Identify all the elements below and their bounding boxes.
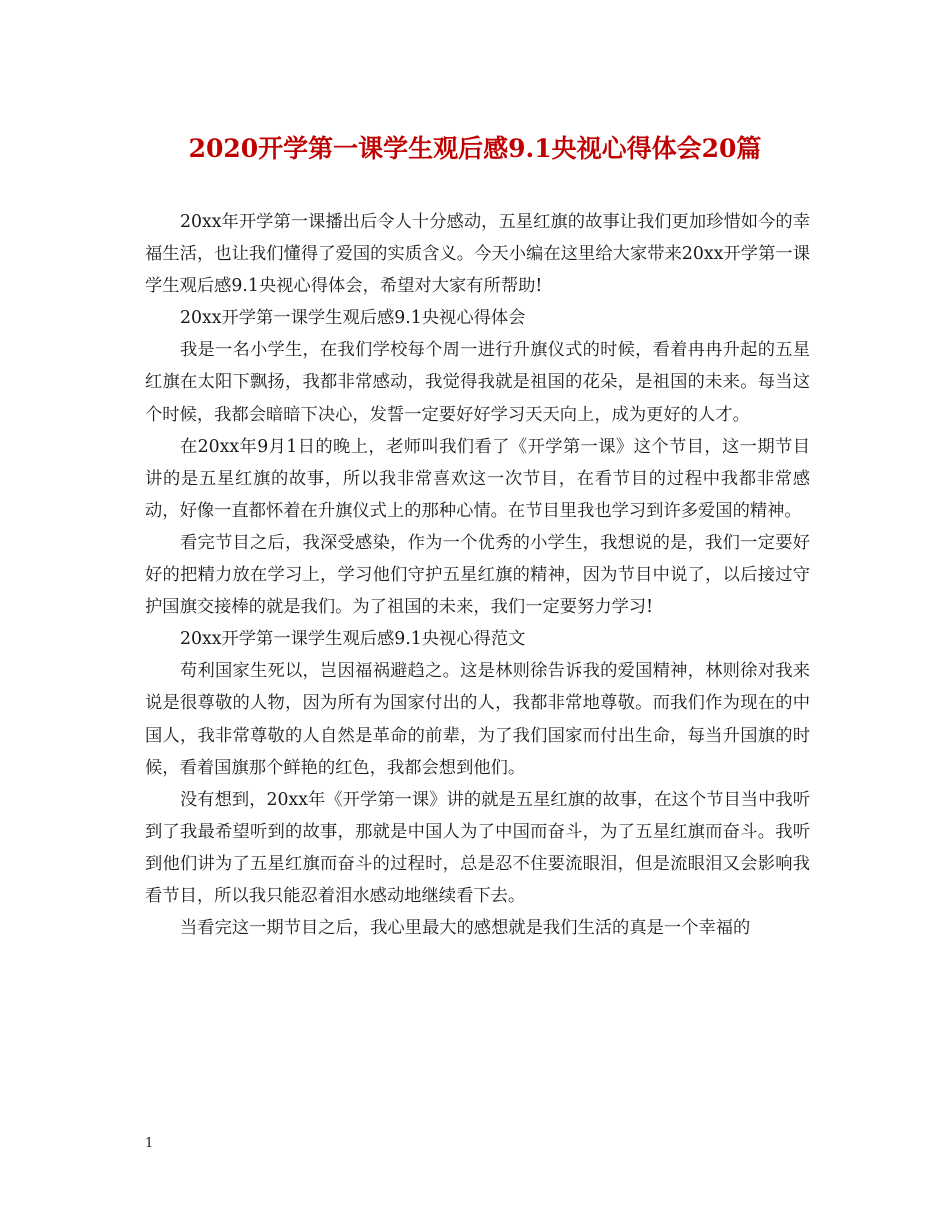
- body-paragraph: 没有想到，20xx年《开学第一课》讲的就是五星红旗的故事，在这个节目当中我听到了我最希望听到的故事，那就是中国人为了中国而奋斗，为了五星红旗而奋斗。我听到他们讲为了五星红旗而奋斗的过程时，总是忍不住要流眼泪，但是流眼泪又会影响我看节目，所以我只能忍着泪水感动地继续看下去。: [145, 789, 810, 906]
- page-number: 1: [145, 1136, 154, 1151]
- body-paragraph: 苟利国家生死以，岂因福祸避趋之。这是林则徐告诉我的爱国精神，林则徐对我来说是很尊敬的人物，因为所有为国家付出的人，我都非常地尊敬。而我们作为现在的中国人，我非常尊敬的人自然是革命的前辈，为了我们国家而付出生命，每当升国旗的时候，看着国旗那个鲜艳的红色，我都会想到他们。: [145, 661, 810, 778]
- intro-paragraph: 20xx年开学第一课播出后令人十分感动，五星红旗的故事让我们更加珍惜如今的幸福生活，也让我们懂得了爱国的实质含义。今天小编在这里给大家带来20xx开学第一课学生观后感9.1央视心得体会，希望对大家有所帮助!: [145, 212, 810, 297]
- section-heading: 20xx开学第一课学生观后感9.1央视心得范文: [180, 629, 526, 650]
- document-body: [145, 206, 810, 944]
- body-paragraph: 我是一名小学生，在我们学校每个周一进行升旗仪式的时候，看着冉冉升起的五星红旗在太阳下飘扬，我都非常感动，我觉得我就是祖国的花朵，是祖国的未来。每当这个时候，我都会暗暗下决心，发誓一定要好好学习天天向上，成为更好的人才。: [145, 340, 810, 425]
- section-heading: 20xx开学第一课学生观后感9.1央视心得体会: [180, 308, 526, 329]
- body-paragraph: 当看完这一期节目之后，我心里最大的感想就是我们生活的真是一个幸福的: [180, 918, 751, 939]
- document-title: 2020开学第一课学生观后感9.1央视心得体会20篇: [188, 134, 762, 163]
- body-paragraph: 在20xx年9月1日的晚上，老师叫我们看了《开学第一课》这个节目，这一期节目讲的是五星红旗的故事，所以我非常喜欢这一次节目，在看节目的过程中我都非常感动，好像一直都怀着在升旗仪式上的那种心情。在节目里我也学习到许多爱国的精神。: [145, 436, 810, 521]
- body-paragraph: 看完节目之后，我深受感染，作为一个优秀的小学生，我想说的是，我们一定要好好的把精力放在学习上，学习他们守护五星红旗的精神，因为节目中说了，以后接过守护国旗交接棒的就是我们。为了祖国的未来，我们一定要努力学习!: [145, 532, 810, 618]
